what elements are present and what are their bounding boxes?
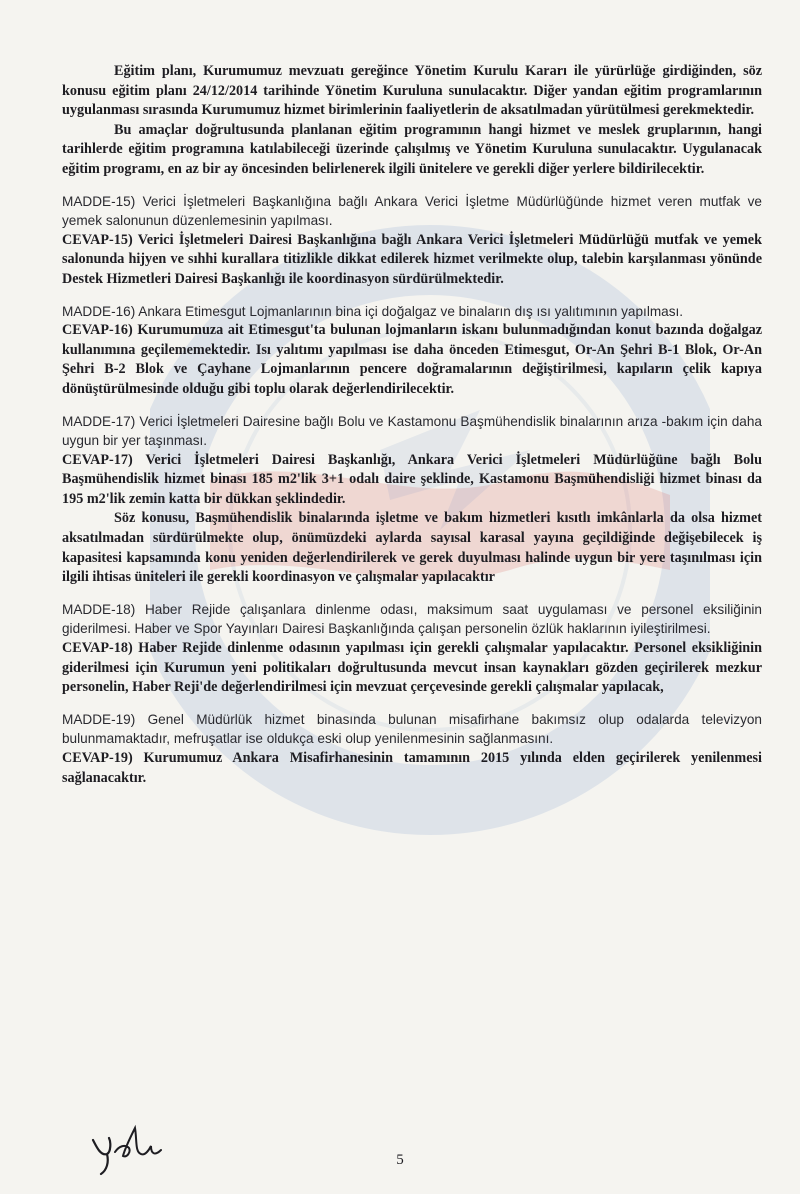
question-18: MADDE-18) Haber Rejide çalışanlara dinlenme odası, maksimum saat uygulaması ve personel eksiliğinin giderilmesi. Haber ve Spor Yayınları Dairesi Başkanlığında çalışan personelin özlük haklarının iyileştirilmesi. — [62, 601, 762, 637]
intro-paragraph-1: Eğitim planı, Kurumumuz mevzuatı gereğince Yönetim Kurulu Kararı ile yürürlüğe girdiğinden, söz konusu eğitim planı 24/12/2014 tarihinde Yönetim Kuruluna sunulacaktır. Diğer yandan eğitim programlarının uygulanması sırasında Kurumumuz hizmet birimlerinin faaliyetlerin de aksatılmadan yürütülmesi gerekmektedir. — [62, 63, 762, 119]
question-19: MADDE-19) Genel Müdürlük hizmet binasında bulunan misafirhane bakımsız olup odalarda televizyon bulunmamaktadır, mefruşatlar ise oldukça eski olup yenilenmesinin sağlanmasını. — [62, 711, 762, 747]
answer-16: CEVAP-16) Kurumumuza ait Etimesgut'ta bulunan lojmanların iskanı bulunmadığından konut bazında doğalgaz kullanımına geçilememektedir. Isı yalıtımı yapılması ise daha önceden Etimesgut, Or-An Şehri B-1 Blok, Or-An Şehri B-2 Blok ve Çayhane Lojmanlarının pencere doğramalarının değiştirilmesi, kapıların çelik kapıya dönüştürülmesinde olduğu gibi toplu olarak değerlendirilecektir. — [62, 322, 762, 397]
intro-paragraph-2: Bu amaçlar doğrultusunda planlanan eğitim programının hangi hizmet ve meslek gruplarının, hangi tarihlerde eğitim programına katılabileceği üzerinde çalışılmış ve Yönetim Kuruluna sunulacaktır. Uygulanacak eğitim programı, en az bir ay öncesinden belirlenerek ilgili ünitelere ve gerekli diğer yerlere bildirilecektir. — [62, 121, 762, 177]
question-17: MADDE-17) Verici İşletmeleri Dairesine bağlı Bolu ve Kastamonu Başmühendislik binalarının arıza -bakım için daha uygun bir yer taşınması. — [62, 413, 762, 449]
answer-17: CEVAP-17) Verici İşletmeleri Dairesi Başkanlığı, Ankara Verici İşletmeleri Müdürlüğüne bağlı Bolu Başmühendislik hizmet binası 185 m2'lik 3+1 odalı daire şeklinde, Kastamonu Başmühendisliği hizmet binası da 195 m2'lik zemin katta bir dükkan şeklindedir. — [62, 451, 762, 507]
document-body — [62, 62, 762, 788]
question-16: MADDE-16) Ankara Etimesgut Lojmanlarının bina içi doğalgaz ve binaların dış ısı yalıtımının yapılması. — [62, 303, 684, 319]
page-number: 5 — [396, 1152, 404, 1168]
answer-19: CEVAP-19) Kurumumuz Ankara Misafirhanesinin tamamının 2015 yılında elden geçirilerek yenilenmesi sağlanacaktır. — [62, 750, 762, 786]
answer-17-continued: Söz konusu, Başmühendislik binalarında işletme ve bakım hizmetleri kısıtlı imkânlarla da olsa hizmet aksatılmadan sürdürülmekte olup, önümüzdeki aylarda sayısal karasal yayına geçildiğinde değişebilecek iş kapasitesi kapsamında konu yeniden değerlendirilerek ve gerek duyulması halinde uygun bir yere taşınılması için ilgili ihtisas üniteleri ile gerekli koordinasyon ve çalışmalar yapılacaktır — [62, 510, 762, 586]
handwritten-signature — [85, 1118, 205, 1178]
question-15: MADDE-15) Verici İşletmeleri Başkanlığına bağlı Ankara Verici İşletme Müdürlüğünde hizmet veren mutfak ve yemek salonunun düzenlemesinin yapılması. — [62, 193, 762, 229]
answer-15: CEVAP-15) Verici İşletmeleri Dairesi Başkanlığına bağlı Ankara Verici İşletmeleri Müdürlüğü mutfak ve yemek salonunda hijyen ve sıhhi kurallara titizlikle dikkat edilerek hizmet verilmekte olup, talebin karşılanması yönünde Destek Hizmetleri Dairesi Başkanlığı ile koordinasyon sürdürülmektedir. — [62, 231, 762, 287]
answer-18: CEVAP-18) Haber Rejide dinlenme odasının yapılması için gerekli çalışmalar yapılacaktır. Personel eksikliğinin giderilmesi için Kurumun yeni politikaları doğrultusunda mevcut insan kaynakları gözden geçirilerek mezkur personelin, Haber Reji'de değerlendirilmesi için mevzuat çerçevesinde gerekli çalışmalar yapılacak, — [62, 640, 762, 696]
